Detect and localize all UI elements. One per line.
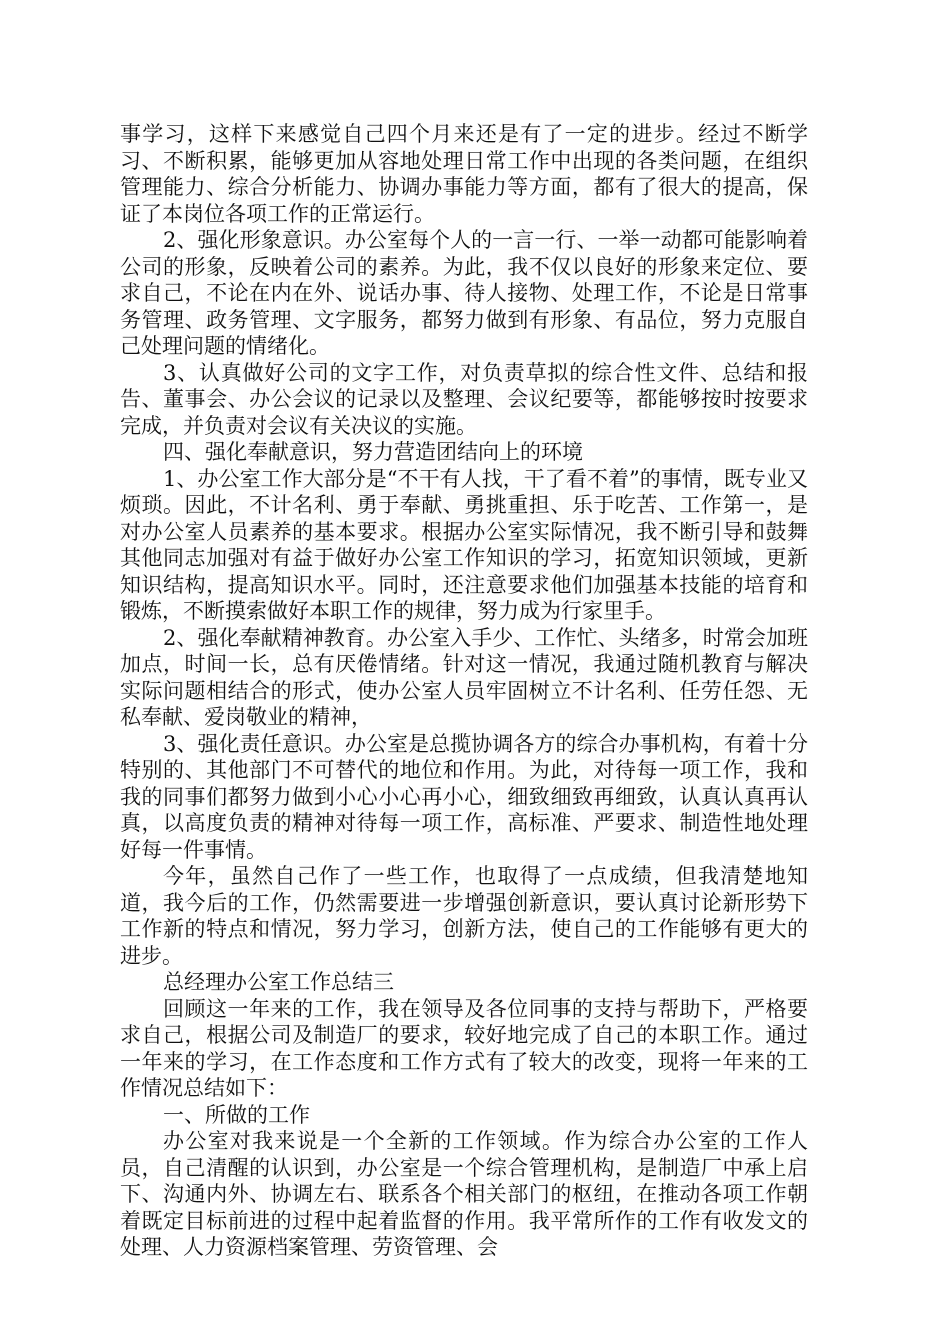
section-heading-dedication: 四、强化奉献意识，努力营造团结向上的环境 [163, 440, 583, 464]
paragraph-image-awareness: 2、强化形象意识。办公室每个人的一言一行、一举一动都可能影响着公司的形象，反映着公司的素养。为此，我不仅以良好的形象来定位、要求自己，不论在内在外、说话办事、待人接物、处理工作，不论是日常事务管理、政务管理、文字服务，都努力做到有形象、有品位，努力克服自己处理问题的情绪化。 [120, 228, 808, 358]
paragraph-continuation: 事学习，这样下来感觉自己四个月来还是有了一定的进步。经过不断学习、不断积累，能够更加从容地处理日常工作中出现的各类问题，在组织管理能力、综合分析能力、协调办事能力等方面，都有了很大的提高，保证了本岗位各项工作的正常运行。 [120, 122, 808, 226]
section-title-summary-three: 总经理办公室工作总结三 [163, 970, 394, 994]
paragraph-responsibility: 3、强化责任意识。办公室是总揽协调各方的综合办事机构，有着十分特别的、其他部门不可替代的地位和作用。为此，对待每一项工作，我和我的同事们都努力做到小心小心再小心，细致细致再细致，认真认真再认真，以高度负责的精神对待每一项工作，高标准、严要求、制造性地处理好每一件事情。 [120, 731, 808, 862]
paragraph-office-intro: 办公室对我来说是一个全新的工作领域。作为综合办公室的工作人员，自己清醒的认识到，办公室是一个综合管理机构，是制造厂中承上启下、沟通内外、协调左右、联系各个相关部门的枢纽，在推动各项工作朝着既定目标前进的过程中起着监督的作用。我平常所作的工作有收发文的处理、人力资源档案管理、劳资管理、会 [120, 1129, 808, 1259]
section-heading-work-done: 一、所做的工作 [163, 1102, 310, 1127]
paragraph-office-work: 1、办公室工作大部分是“不干有人找，干了看不着”的事情，既专业又烦琐。因此，不计名利、勇于奉献、勇挑重担、乐于吃苦、工作第一，是对办公室人员素养的基本要求。根据办公室实际情况，我不断引导和鼓舞其他同志加强对有益于做好办公室工作知识的学习，拓宽知识领域，更新知识结构，提高知识水平。同时，还注意要求他们加强基本技能的培育和锻炼，不断摸索做好本职工作的规律，努力成为行家里手。 [120, 466, 808, 623]
paragraph-writing-work: 3、认真做好公司的文字工作，对负责草拟的综合性文件、总结和报告、董事会、办公会议的记录以及整理、会议纪要等，都能够按时按要求完成，并负责对会议有关决议的实施。 [120, 360, 808, 438]
paragraph-this-year: 今年，虽然自己作了一些工作，也取得了一点成绩，但我清楚地知道，我今后的工作，仍然需要进一步增强创新意识，要认真讨论新形势下工作新的特点和情况，努力学习，创新方法，使自己的工作能够有更大的进步。 [120, 864, 808, 968]
paragraph-review: 回顾这一年来的工作，我在领导及各位同事的支持与帮助下，严格要求自己，根据公司及制造厂的要求，较好地完成了自己的本职工作。通过一年来的学习，在工作态度和工作方式有了较大的改变，现将一年来的工作情况总结如下： [120, 996, 808, 1100]
paragraph-dedication-education: 2、强化奉献精神教育。办公室入手少、工作忙、头绪多，时常会加班加点，时间一长，总有厌倦情绪。针对这一情况，我通过随机教育与解决实际问题相结合的形式，使办公室人员牢固树立不计名利、任劳任怨、无私奉献、爱岗敬业的精神， [120, 625, 808, 729]
document-body [120, 121, 808, 1261]
